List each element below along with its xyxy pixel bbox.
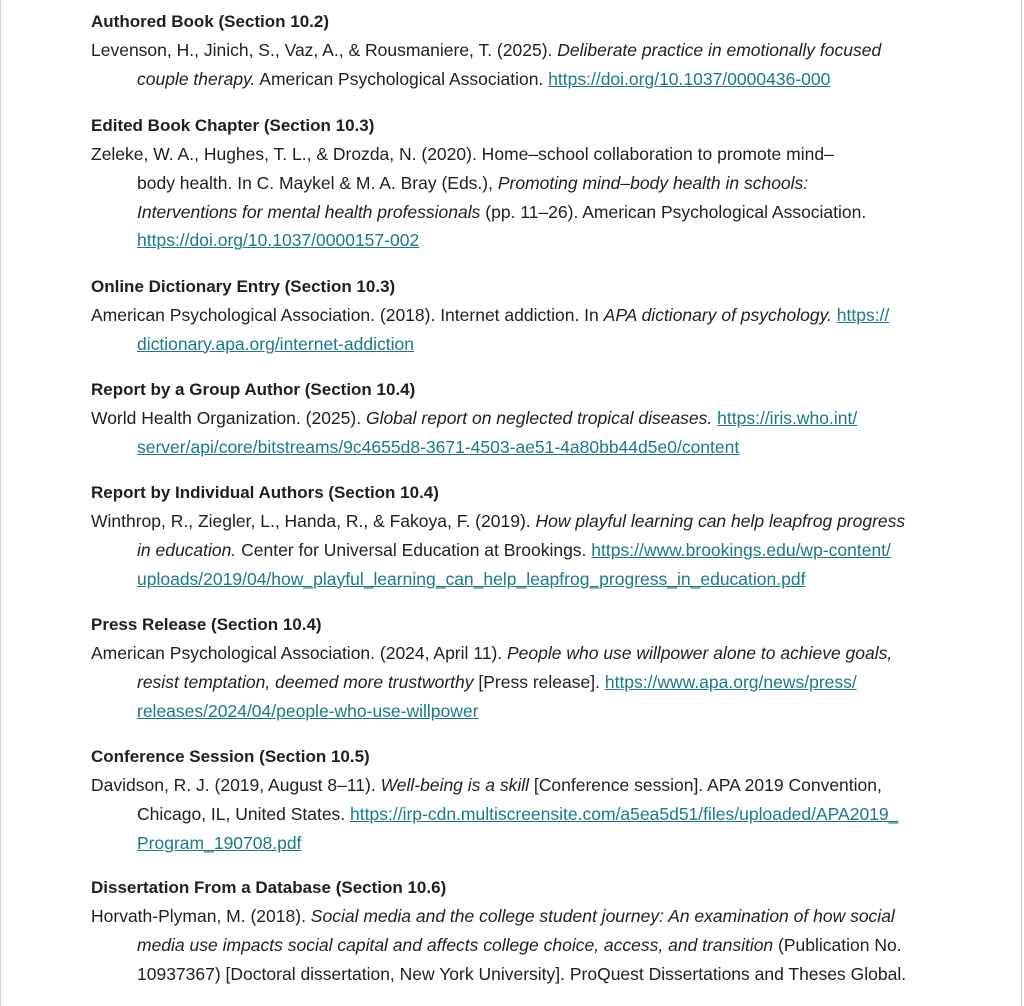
reference-title: Social media and the college student journey: An examination of how social: [310, 906, 895, 926]
reference-authored-book: [91, 11, 881, 94]
reference-title: Deliberate practice in emotionally focused: [557, 40, 882, 60]
reference-text: Center for Universal Education at Brookings.: [236, 539, 592, 560]
reference-line: 10937367) [Doctoral dissertation, New York University]. ProQuest Dissertations and Theses Global.: [137, 963, 907, 984]
reference-line: [91, 771, 898, 800]
url-link[interactable]: https://iris.who.int/: [717, 408, 858, 428]
url-link[interactable]: server/api/core/bitstreams/9c4655d8-3671-4503-ae51-4a80bb44d5e0/content: [137, 436, 740, 457]
reference-line: [91, 301, 889, 330]
reference-text: [Conference session]. APA 2019 Convention,: [529, 775, 882, 795]
reference-text: Davidson, R. J. (2019, August 8–11).: [91, 775, 381, 795]
reference-line: [91, 36, 881, 65]
reference-text: American Psychological Association. (2018). Internet addiction. In: [91, 305, 604, 325]
reference-line: [91, 829, 898, 858]
reference-line: Zeleke, W. A., Hughes, T. L., & Drozda, N. (2020). Home–school collaboration to promote mind–: [91, 144, 834, 164]
reference-text: body health. In C. Maykel & M. A. Bray (Eds.),: [137, 172, 498, 193]
reference-title: Promoting mind–body health in schools:: [497, 172, 809, 193]
reference-line: [91, 433, 857, 462]
reference-line: [91, 639, 892, 668]
reference-line: [91, 507, 905, 536]
reference-text: (Publication No.: [773, 934, 902, 955]
section-heading: Report by Individual Authors (Section 10.4): [91, 483, 439, 502]
reference-text: Chicago, IL, United States.: [137, 803, 351, 824]
reference-title: in education.: [137, 539, 237, 560]
section-heading: Report by a Group Author (Section 10.4): [91, 380, 416, 399]
reference-line: [91, 226, 866, 255]
reference-text: (pp. 11–26). American Psychological Association.: [480, 201, 867, 222]
url-link[interactable]: https://www.brookings.edu/wp-content/: [591, 539, 891, 560]
url-link[interactable]: releases/2024/04/people-who-use-willpower: [137, 700, 479, 721]
reference-dissertation-database: [91, 877, 906, 988]
reference-line: [91, 65, 881, 94]
reference-line: [91, 404, 857, 433]
url-link[interactable]: https://www.apa.org/news/press/: [604, 671, 857, 692]
reference-line: [91, 330, 889, 359]
section-heading: Press Release (Section 10.4): [91, 615, 322, 634]
reference-text: World Health Organization. (2025).: [91, 408, 366, 428]
section-heading: Online Dictionary Entry (Section 10.3): [91, 277, 396, 296]
reference-title: resist temptation, deemed more trustworthy: [137, 671, 474, 692]
reference-title: People who use willpower alone to achieve goals,: [507, 643, 893, 663]
url-link[interactable]: dictionary.apa.org/internet-addiction: [137, 333, 414, 354]
doi-link[interactable]: https://doi.org/10.1037/0000436-000: [548, 68, 831, 89]
reference-line: [91, 565, 905, 594]
reference-text: [Press release].: [473, 671, 605, 692]
reference-report-group-author: [91, 379, 857, 462]
reference-title: couple therapy.: [137, 68, 256, 89]
reference-press-release: [91, 614, 892, 725]
reference-title: How playful learning can help leapfrog progress: [535, 511, 906, 531]
reference-line: [91, 668, 892, 697]
section-heading: Authored Book (Section 10.2): [91, 12, 330, 31]
reference-edited-book-chapter: [91, 115, 866, 255]
reference-title: Global report on neglected tropical diseases.: [365, 408, 713, 428]
reference-line: [91, 902, 906, 931]
reference-title: Well-being is a skill: [380, 775, 530, 795]
reference-line: [91, 931, 906, 960]
section-heading: Dissertation From a Database (Section 10.6): [91, 878, 447, 897]
url-link[interactable]: Program_190708.pdf: [137, 832, 302, 853]
reference-line: [91, 536, 905, 565]
reference-line: [91, 697, 892, 726]
reference-report-individual-authors: [91, 482, 905, 593]
section-heading: Conference Session (Section 10.5): [91, 747, 370, 766]
section-heading: Edited Book Chapter (Section 10.3): [91, 116, 375, 135]
reference-title: APA dictionary of psychology.: [603, 305, 832, 325]
reference-line: [91, 800, 898, 829]
reference-title: media use impacts social capital and affects college choice, access, and transition: [137, 934, 774, 955]
reference-text: Winthrop, R., Ziegler, L., Handa, R., & Fakoya, F. (2019).: [91, 511, 536, 531]
url-link[interactable]: uploads/2019/04/how_playful_learning_can_help_leapfrog_progress_in_education.pdf: [137, 568, 806, 589]
reference-conference-session: [91, 746, 898, 857]
doi-link[interactable]: https://doi.org/10.1037/0000157-002: [137, 230, 420, 251]
reference-text: Levenson, H., Jinich, S., Vaz, A., & Rousmaniere, T. (2025).: [91, 40, 558, 60]
reference-text: American Psychological Association.: [255, 68, 549, 89]
reference-line: [91, 198, 866, 227]
reference-online-dictionary-entry: [91, 276, 889, 359]
url-link[interactable]: https://irp-cdn.multiscreensite.com/a5ea5d51/files/uploaded/APA2019_: [350, 803, 899, 824]
reference-text: American Psychological Association. (2024, April 11).: [91, 643, 507, 663]
reference-text: Horvath-Plyman, M. (2018).: [91, 906, 311, 926]
reference-title: Interventions for mental health professionals: [137, 201, 481, 222]
reference-line: [91, 169, 866, 198]
url-link[interactable]: https://: [836, 305, 890, 325]
